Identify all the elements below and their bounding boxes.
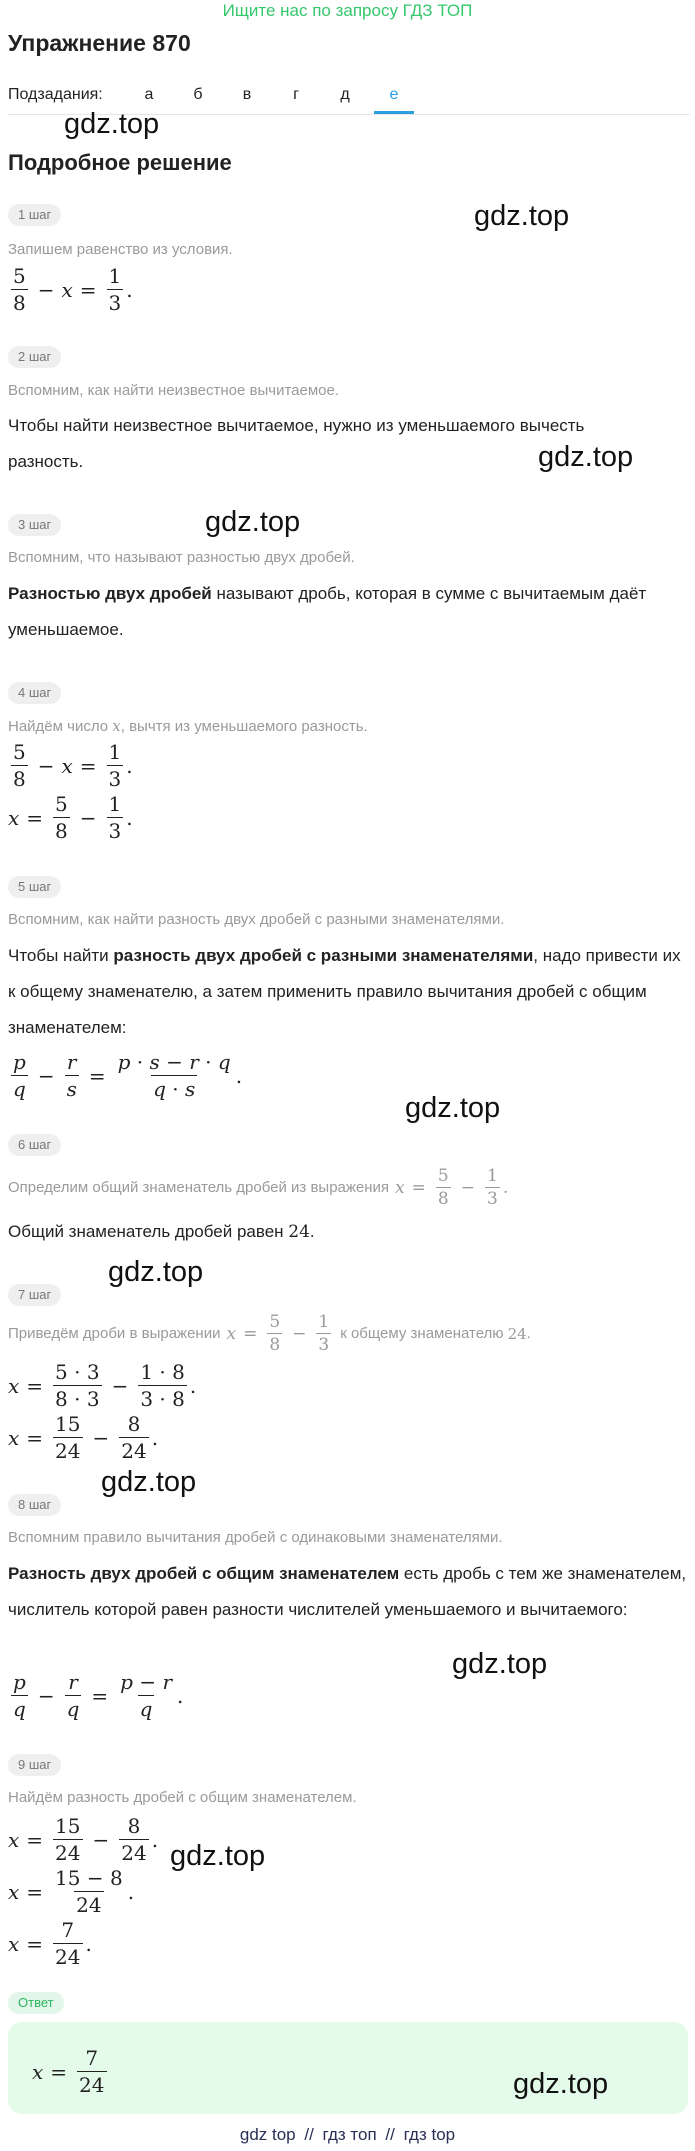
watermark: gdz.top <box>538 441 634 473</box>
step-9-equation-3: x = $\frac{7}{24}$ . <box>8 1918 92 1969</box>
watermark: gdz.top <box>405 1092 501 1124</box>
step-8-formula: $\frac{p}{q}$ − $\frac{r}{q}$ = $\frac{p - r}{q}$ . <box>13 1670 184 1721</box>
subtasks-label: Подзадания: <box>8 86 103 103</box>
step-4-equation-2: x = $\frac{5}{8}$ − $\frac{1}{3}$ . <box>8 792 133 843</box>
answer-badge: Ответ <box>8 1992 64 2014</box>
watermark: gdz.top <box>452 1648 548 1680</box>
step-9-equation-2: x = $\frac{15 - 8}{24}$ . <box>8 1866 135 1917</box>
step-2-note: Вспомним, как найти неизвестное вычитаемое. <box>8 382 340 399</box>
step-4-note: Найдём число x, вычтя из уменьшаемого разность. <box>8 717 368 735</box>
step-2-badge: 2 шаг <box>8 346 61 368</box>
watermark: gdz.top <box>513 2068 609 2100</box>
step-9-equation-1: x = $\frac{15}{24}$ − $\frac{8}{24}$ . <box>8 1814 159 1865</box>
watermark: gdz.top <box>101 1466 197 1498</box>
step-5-badge: 5 шаг <box>8 876 61 898</box>
tab-d[interactable]: д <box>340 86 350 103</box>
step-3-note: Вспомним, что называют разностью двух дробей. <box>8 549 355 566</box>
tab-b[interactable]: б <box>193 86 203 103</box>
step-6-text: Общий знаменатель дробей равен 24. <box>8 1222 315 1242</box>
step-9-badge: 9 шаг <box>8 1754 61 1776</box>
top-banner[interactable]: Ищите нас по запросу ГДЗ ТОП <box>222 1 473 20</box>
footer-separator: // <box>304 2125 314 2144</box>
step-3-badge: 3 шаг <box>8 514 61 536</box>
watermark: gdz.top <box>170 1840 266 1872</box>
step-2-text: Чтобы найти неизвестное вычитаемое, нужно из уменьшаемого вычесть разность. <box>8 416 585 471</box>
step-9-note: Найдём разность дробей с общим знаменателем. <box>8 1789 357 1806</box>
tab-e[interactable]: е <box>389 86 399 103</box>
step-1-note: Запишем равенство из условия. <box>8 241 233 258</box>
step-1-badge: 1 шаг <box>8 204 61 226</box>
step-4-badge: 4 шаг <box>8 682 61 704</box>
solution-title: Подробное решение <box>8 150 232 175</box>
footer-separator: // <box>385 2125 395 2144</box>
step-1-equation: $\frac{5}{8}$ − x = $\frac{1}{3}$ . <box>13 264 133 315</box>
step-5-formula: $\frac{p}{q}$ − $\frac{r}{s}$ = $\frac{p \cdot s - r \cdot q}{q \cdot s}$ . <box>13 1050 243 1101</box>
footer-link-3[interactable]: гдз top <box>403 2125 456 2144</box>
tab-v[interactable]: в <box>242 86 252 103</box>
step-7-equation-2: x = $\frac{15}{24}$ − $\frac{8}{24}$ . <box>8 1412 159 1463</box>
step-8-note: Вспомним правило вычитания дробей с одинаковыми знаменателями. <box>8 1529 503 1546</box>
tab-g[interactable]: г <box>293 86 299 103</box>
step-8-badge: 8 шаг <box>8 1494 61 1516</box>
step-3-term: Разностью двух дробей <box>8 584 212 603</box>
step-7-badge: 7 шаг <box>8 1284 61 1306</box>
watermark: gdz.top <box>64 108 160 140</box>
step-5-text: Чтобы найти разность двух дробей с разными знаменателями, надо привести их к общему знаменателю, а затем применить правило вычитания дробей с общим знаменателем: <box>8 946 681 1037</box>
step-5-note: Вспомним, как найти разность двух дробей с разными знаменателями. <box>8 911 505 928</box>
watermark: gdz.top <box>474 200 570 232</box>
step-6-badge: 6 шаг <box>8 1134 61 1156</box>
footer <box>0 2125 695 2145</box>
watermark: gdz.top <box>108 1256 204 1288</box>
watermark: gdz.top <box>205 506 301 538</box>
step-6-note: Определим общий знаменатель дробей из выражения x = $\frac{5}{8}$ − $\frac{1}{3}$ . <box>8 1166 509 1209</box>
step-4-equation-1: $\frac{5}{8}$ − x = $\frac{1}{3}$ . <box>13 740 133 791</box>
step-8-text: Разность двух дробей с общим знаменателем есть дробь с тем же знаменателем, числитель которой равен разности числителей уменьшаемого и вычитаемого: <box>8 1564 687 1619</box>
step-7-note: Приведём дроби в выражении x = $\frac{5}{8}$ − $\frac{1}{3}$ к общему знаменателю 24 . <box>8 1312 531 1355</box>
footer-link-2[interactable]: гдз топ <box>322 2125 377 2144</box>
tab-a[interactable]: а <box>144 86 154 103</box>
answer-value: x = $\frac{7}{24}$ <box>32 2046 105 2097</box>
step-7-equation-1: x = $\frac{5 \cdot 3}{8 \cdot 3}$ − $\frac{1 \cdot 8}{3 \cdot 8}$ . <box>8 1360 197 1411</box>
step-3-text: Разностью двух дробей называют дробь, которая в сумме с вычитаемым даёт уменьшаемое. <box>8 584 647 639</box>
footer-link-1[interactable]: gdz top <box>239 2125 296 2144</box>
exercise-title: Упражнение 870 <box>8 30 191 56</box>
